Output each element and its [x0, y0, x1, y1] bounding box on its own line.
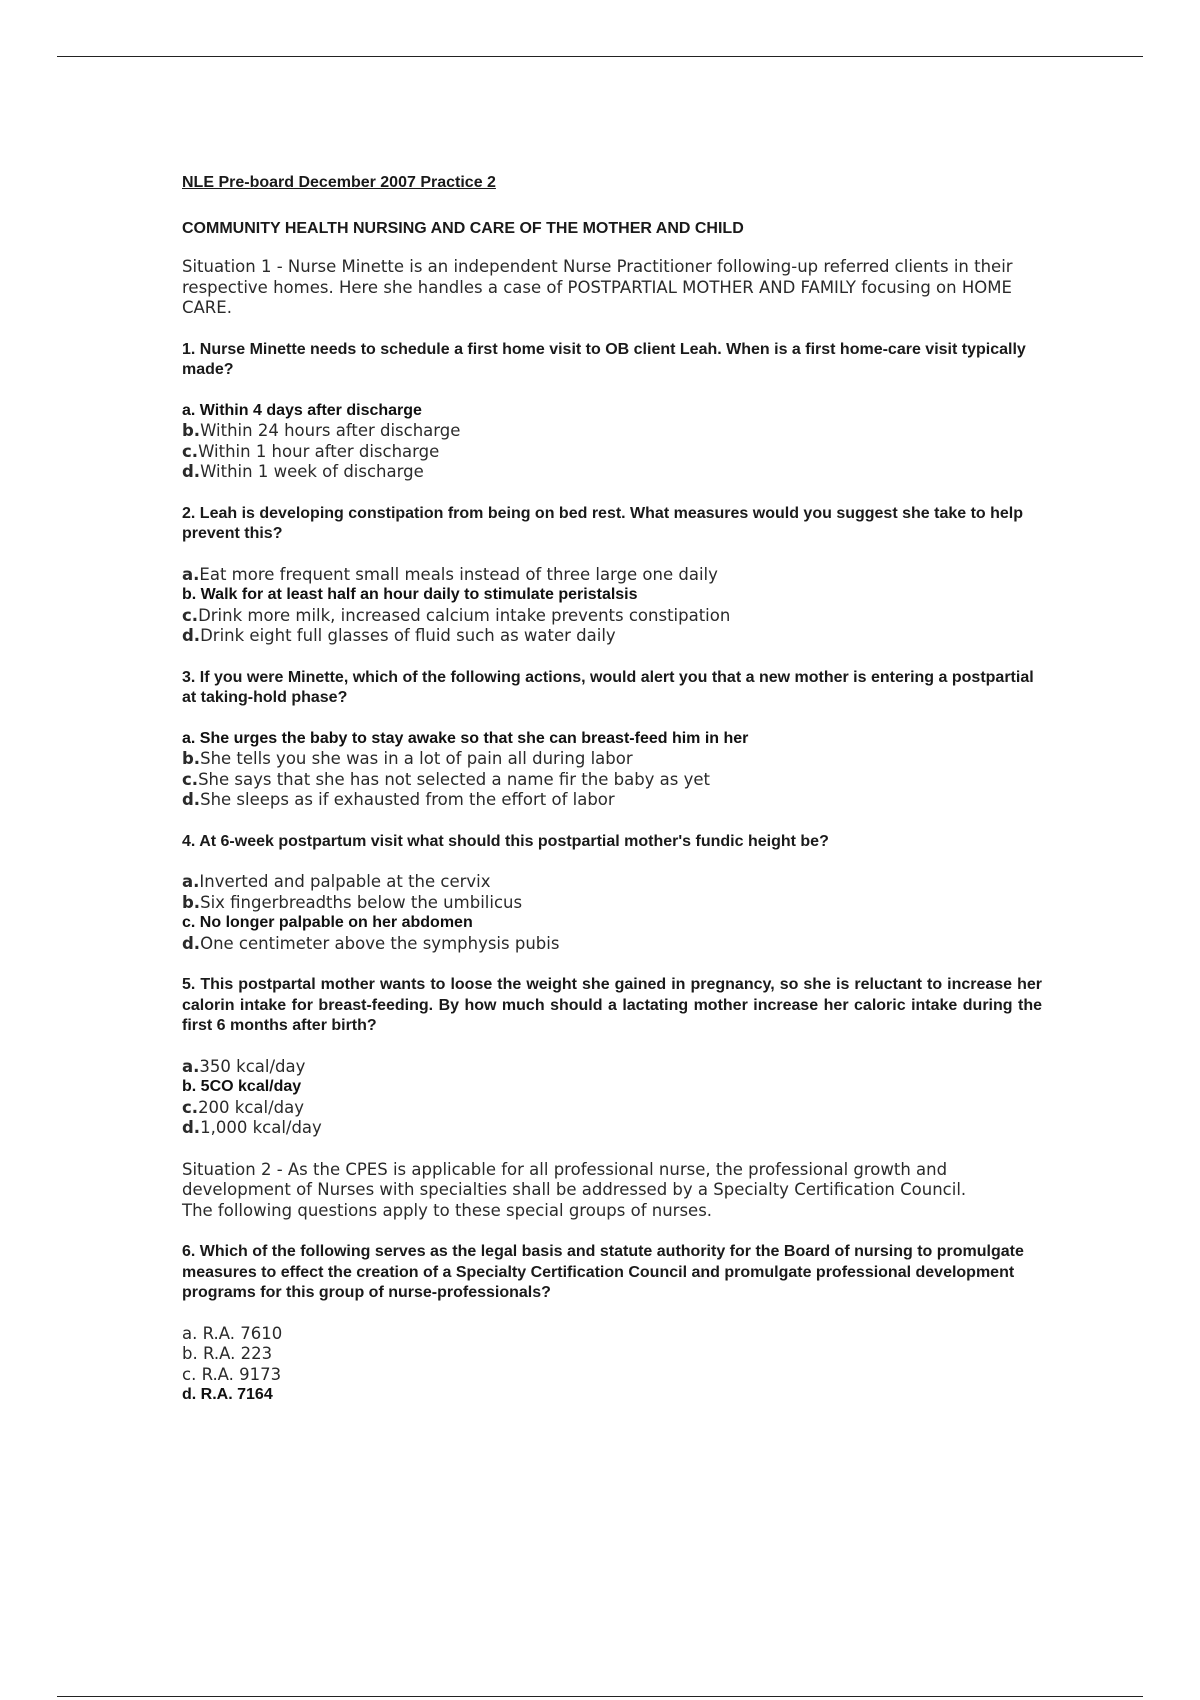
question-5: 5. This postpartal mother wants to loose the weight she gained in pregnancy, so she is reluctant to increase her calorin intake for breast-feeding. By how much should a lactating mother increase her caloric intake during the first 6 months after birth? [182, 976, 1042, 1034]
option-item [182, 913, 1042, 934]
option-letter: c. [182, 1097, 199, 1117]
question-1-options [182, 401, 1042, 483]
option-item [182, 790, 1042, 811]
option-text: Six fingerbreadths below the umbilicus [200, 892, 523, 912]
option-text: Within 4 days after discharge [199, 401, 422, 419]
section-title: COMMUNITY HEALTH NURSING AND CARE OF THE MOTHER AND CHILD [182, 220, 744, 237]
option-text: Inverted and palpable at the cervix [199, 872, 491, 891]
option-letter: a. [182, 729, 200, 747]
option-text: R.A. 7164 [200, 1386, 273, 1403]
option-text: She urges the baby to stay awake so that she can breast-feed him in her [199, 729, 749, 747]
option-item [182, 401, 1042, 422]
option-item [182, 1098, 1042, 1119]
document-title: NLE Pre-board December 2007 Practice 2 [182, 174, 496, 191]
question-4-options [182, 872, 1042, 954]
option-item [182, 872, 1042, 893]
option-text: 5CO kcal/day [200, 1078, 302, 1095]
question-2-options [182, 565, 1042, 647]
option-text: She sleeps as if exhausted from the effort of labor [200, 790, 615, 809]
option-letter: c. [182, 441, 199, 461]
option-letter: b. [182, 892, 201, 912]
option-item [182, 729, 1042, 750]
bottom-rule [57, 1696, 1143, 1697]
question-1: 1. Nurse Minette needs to schedule a first home visit to OB client Leah. When is a first home-care visit typically made? [182, 340, 1026, 378]
option-text: Within 1 week of discharge [200, 462, 424, 481]
option-letter: d. [182, 933, 201, 953]
option-letter: a. [182, 401, 200, 419]
question-5-options [182, 1057, 1042, 1139]
option-item [182, 606, 1042, 627]
option-text: One centimeter above the symphysis pubis [200, 933, 560, 953]
option-letter: b. [182, 586, 201, 603]
option-text: No longer palpable on her abdomen [199, 914, 473, 931]
option-letter: c. [182, 1364, 202, 1384]
question-6: 6. Which of the following serves as the legal basis and statute authority for the Board of nursing to promulgate measures to effect the creation of a Specialty Certification Council and promulgate professional development programs for this group of nurse-professionals? [182, 1243, 1024, 1301]
situation-2-intro-line-2: The following questions apply to these special groups of nurses. [182, 1200, 713, 1220]
option-text: Within 1 hour after discharge [198, 441, 440, 461]
option-item [182, 1077, 1042, 1098]
option-text: Walk for at least half an hour daily to stimulate peristalsis [200, 586, 638, 603]
option-item [182, 585, 1042, 606]
option-item [182, 1385, 1042, 1406]
option-item [182, 1057, 1042, 1078]
option-letter: d. [182, 1118, 201, 1137]
option-text: She tells you she was in a lot of pain all during labor [200, 749, 633, 768]
option-text: R.A. 9173 [201, 1364, 282, 1384]
option-text: Eat more frequent small meals instead of three large one daily [199, 564, 718, 584]
option-text: 1,000 kcal/day [200, 1118, 322, 1137]
option-text: She says that she has not selected a name fir the baby as yet [198, 769, 711, 789]
option-item [182, 421, 1042, 442]
question-4: 4. At 6-week postpartum visit what should this postpartial mother's fundic height be? [182, 832, 829, 850]
option-letter: b. [182, 1078, 201, 1095]
option-text: R.A. 223 [202, 1344, 273, 1363]
option-item [182, 462, 1042, 483]
option-letter: b. [182, 421, 201, 440]
option-letter: c. [182, 769, 199, 789]
option-letter: c. [182, 914, 200, 931]
option-item [182, 893, 1042, 914]
option-text: 350 kcal/day [199, 1056, 306, 1076]
top-rule [57, 56, 1143, 57]
option-item [182, 770, 1042, 791]
option-letter: d. [182, 790, 201, 809]
option-letter: c. [182, 605, 199, 625]
option-letter: d. [182, 1386, 201, 1403]
option-letter: a. [182, 872, 200, 891]
option-item [182, 934, 1042, 955]
option-text: Within 24 hours after discharge [200, 421, 461, 440]
option-letter: d. [182, 462, 201, 481]
option-item [182, 1118, 1042, 1139]
option-text: 200 kcal/day [198, 1097, 305, 1117]
option-text: Drink eight full glasses of fluid such as water daily [200, 626, 616, 645]
option-text: R.A. 7610 [202, 1323, 283, 1343]
situation-1-intro: Situation 1 - Nurse Minette is an independent Nurse Practitioner following-up referred clients in their respective homes. Here she handles a case of POSTPARTIAL MOTHER AND FAMILY focusing on HOME CARE. [182, 257, 1013, 317]
option-item [182, 442, 1042, 463]
question-6-options [182, 1324, 1042, 1406]
question-2: 2. Leah is developing constipation from being on bed rest. What measures would you suggest she take to help prevent this? [182, 504, 1024, 542]
option-letter: b. [182, 749, 201, 768]
option-item [182, 749, 1042, 770]
option-letter: d. [182, 626, 201, 645]
question-3: 3. If you were Minette, which of the following actions, would alert you that a new mother is entering a postpartial at taking-hold phase? [182, 668, 1034, 706]
option-item [182, 1324, 1042, 1345]
option-item [182, 626, 1042, 647]
option-item [182, 565, 1042, 586]
option-letter: b. [182, 1344, 203, 1363]
option-letter: a. [182, 1056, 200, 1076]
option-item [182, 1344, 1042, 1365]
question-3-options [182, 729, 1042, 811]
option-text: Drink more milk, increased calcium intake prevents constipation [198, 605, 731, 625]
situation-2-intro-line-1: Situation 2 - As the CPES is applicable for all professional nurse, the professional growth and development of Nurses with specialties shall be addressed by a Specialty Certification Council. [182, 1159, 967, 1199]
situation-2-intro [182, 1160, 1042, 1222]
option-letter: a. [182, 1323, 203, 1343]
option-item [182, 1365, 1042, 1386]
option-letter: a. [182, 564, 200, 584]
document-body [182, 173, 1042, 1427]
